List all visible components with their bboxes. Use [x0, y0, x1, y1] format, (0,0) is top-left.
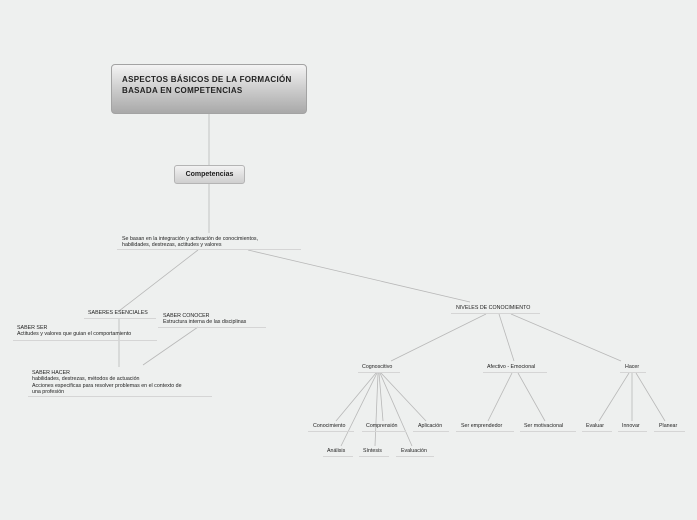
divider: [456, 431, 514, 432]
saber-conocer-text: Estructura interna de las disciplinas: [163, 319, 247, 326]
competencias-node[interactable]: [174, 165, 245, 184]
afectivo-node[interactable]: [487, 364, 535, 370]
connector: [119, 250, 198, 311]
saber-hacer-text: Acciones especificas para resolver problemas en el contexto de: [32, 382, 182, 389]
divider: [358, 372, 400, 373]
connector: [375, 373, 378, 446]
saber-ser-node[interactable]: [17, 325, 131, 338]
divider: [520, 431, 576, 432]
divider: [582, 431, 612, 432]
saber-hacer-title: SABER HACER: [32, 370, 70, 376]
divider: [483, 372, 547, 373]
connector: [499, 314, 514, 361]
description-line: Se basan en la integración y activación de conocimientos,: [122, 236, 259, 242]
connector: [599, 373, 629, 421]
divider: [618, 431, 647, 432]
divider: [620, 372, 646, 373]
leaf-node[interactable]: [659, 423, 677, 429]
description-node[interactable]: [122, 236, 258, 249]
leaf-node[interactable]: [461, 423, 502, 429]
divider: [308, 431, 354, 432]
cognoscitivo-label: Cognoscitivo: [362, 364, 393, 370]
leaf-label: Síntesis: [363, 448, 382, 454]
saber-ser-text: Actitudes y valores que guian el comportamiento: [17, 331, 132, 338]
divider: [28, 396, 212, 397]
leaf-node[interactable]: [313, 423, 345, 429]
root-topic[interactable]: [111, 64, 307, 114]
leaf-node[interactable]: [586, 423, 604, 429]
connector: [381, 373, 426, 421]
saber-hacer-text: una profesión: [32, 389, 65, 396]
leaf-node[interactable]: [418, 423, 442, 429]
divider: [413, 431, 449, 432]
connector: [341, 373, 377, 446]
competencias-label: Competencias: [185, 171, 234, 178]
leaf-node[interactable]: [327, 448, 345, 454]
description-line: habilidades, destrezas, actitudes y valores: [122, 242, 222, 249]
hacer-label: Hacer: [625, 364, 640, 370]
divider: [396, 456, 434, 457]
leaf-label: Ser motivacional: [524, 423, 564, 429]
saberes-esenciales-label: SABERES ESENCIALES: [88, 310, 148, 316]
saber-hacer-node[interactable]: [32, 370, 182, 396]
leaf-label: Análisis: [327, 448, 346, 454]
divider: [323, 456, 353, 457]
leaf-node[interactable]: [622, 423, 640, 429]
cognoscitivo-node[interactable]: [362, 364, 392, 370]
leaf-label: Evaluar: [586, 423, 604, 429]
leaf-node[interactable]: [366, 423, 398, 429]
divider: [451, 313, 540, 314]
leaf-label: Ser emprendedor: [461, 423, 503, 429]
connector: [488, 373, 512, 421]
leaf-node[interactable]: [524, 423, 563, 429]
afectivo-label: Afectivo - Emocional: [487, 364, 536, 370]
saber-ser-title: SABER SER: [17, 325, 48, 331]
connector: [518, 373, 545, 421]
connector: [391, 314, 486, 361]
leaf-label: Conocimiento: [313, 423, 346, 429]
hacer-node[interactable]: [625, 364, 639, 370]
niveles-node[interactable]: [456, 305, 530, 311]
leaf-node[interactable]: [363, 448, 382, 454]
divider: [117, 249, 301, 250]
saber-conocer-node[interactable]: [163, 313, 246, 326]
root-topic-title: ASPECTOS BÁSICOS DE LA FORMACIÓN BASADA EN COMPETENCIAS: [122, 75, 292, 95]
divider: [13, 340, 157, 341]
leaf-label: Evaluación: [401, 448, 427, 454]
connector: [336, 373, 376, 421]
saber-hacer-text: habilidades, destrezas, métodos de actuación: [32, 376, 140, 383]
leaf-label: Aplicación: [418, 423, 443, 429]
connector: [379, 373, 383, 421]
connector: [143, 327, 198, 365]
connector: [511, 314, 621, 361]
leaf-label: Planear: [659, 423, 678, 429]
divider: [359, 456, 389, 457]
divider: [654, 431, 685, 432]
saberes-esenciales-node[interactable]: [88, 310, 148, 316]
leaf-label: Innovar: [622, 423, 640, 429]
connector: [248, 250, 470, 302]
saber-conocer-title: SABER CONOCER: [163, 313, 210, 319]
niveles-label: NIVELES DE CONOCIMIENTO: [456, 305, 531, 311]
leaf-node[interactable]: [401, 448, 427, 454]
connector: [636, 373, 665, 421]
connector: [380, 373, 412, 446]
divider: [84, 318, 156, 319]
divider: [158, 327, 266, 328]
divider: [362, 431, 406, 432]
leaf-label: Comprensión: [366, 423, 398, 429]
